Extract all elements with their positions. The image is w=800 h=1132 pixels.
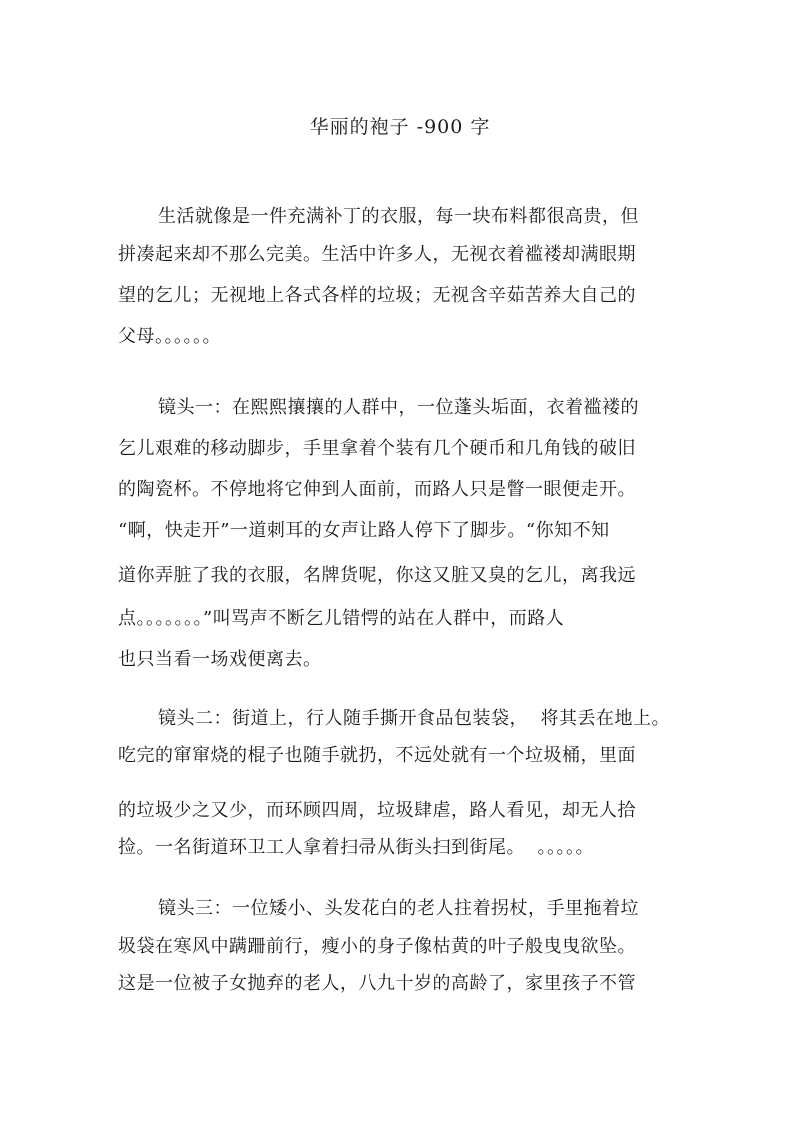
paragraph-3-line-1: 镜头二：街道上，行人随手撕开食品包装袋， 将其丢在地上。 xyxy=(158,708,670,729)
paragraph-1-line-1: 生活就像是一件充满补丁的衣服，每一块布料都很高贵，但 xyxy=(158,206,639,227)
paragraph-4-line-3: 这是一位被子女抛弃的老人，八九十岁的高龄了，家里孩子不管 xyxy=(118,973,636,994)
paragraph-2-line-7: 也只当看一场戏便离去。 xyxy=(118,649,322,670)
paragraph-1-line-4: 父母。。。。。。 xyxy=(118,326,221,347)
paragraph-3-line-2: 吃完的窜窜烧的棍子也随手就扔，不远处就有一个垃圾桶，里面 xyxy=(118,745,636,766)
paragraph-2-line-2: 乞儿艰难的移动脚步，手里拿着个装有几个硬币和几角钱的破旧 xyxy=(118,438,636,459)
paragraph-4-line-1: 镜头三：一位矮小、头发花白的老人拄着拐杖，手里拖着垃 xyxy=(158,898,639,919)
document-title: 华丽的袍子 -900 字 xyxy=(309,116,491,138)
paragraph-2-line-3: 的陶瓷杯。不停地将它伸到人面前，而路人只是瞥一眼便走开。 xyxy=(118,479,636,500)
paragraph-4-line-2: 圾袋在寒风中蹒跚前行，瘦小的身子像枯黄的叶子般曳曳欲坠。 xyxy=(118,936,636,957)
paragraph-2-line-6: 点。。。。。。。”叫骂声不断乞儿错愕的站在人群中，而路人 xyxy=(118,608,565,629)
paragraph-3-line-4: 捡。一名街道环卫工人拿着扫帚从街头扫到街尾。 。。。。。 xyxy=(118,837,594,858)
paragraph-2-line-5: 道你弄脏了我的衣服，名牌货呢，你这又脏又臭的乞儿，离我远 xyxy=(118,565,636,586)
paragraph-3-line-3: 的垃圾少之又少，而环顾四周，垃圾肆虐，路人看见，却无人拾 xyxy=(118,800,636,821)
paragraph-2-line-4: “啊，快走开”一道刺耳的女声让路人停下了脚步。“你知不知 xyxy=(118,520,610,541)
paragraph-1-line-2: 拼凑起来却不那么完美。生活中许多人，无视衣着褴褛却满眼期 xyxy=(118,244,636,265)
paragraph-1-line-3: 望的乞儿；无视地上各式各样的垃圾；无视含辛茹苦养大自己的 xyxy=(118,285,636,306)
paragraph-2-line-1: 镜头一：在熙熙攘攘的人群中，一位蓬头垢面，衣着褴褛的 xyxy=(158,397,639,418)
